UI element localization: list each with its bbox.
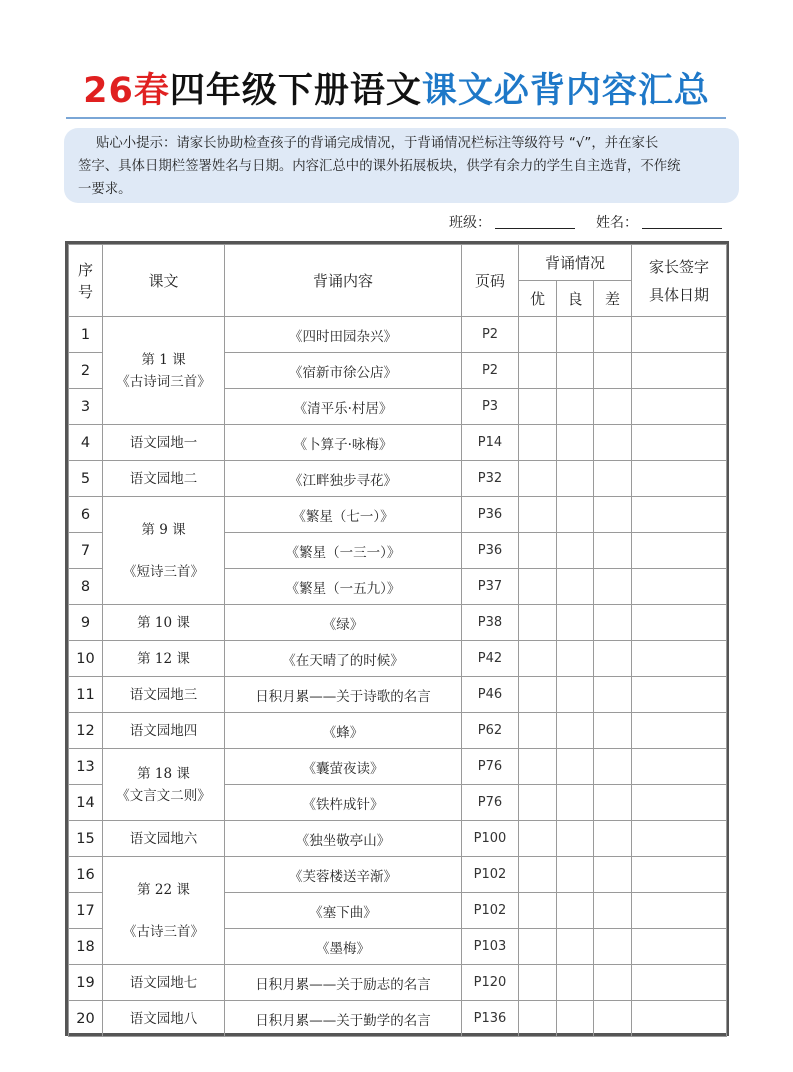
tip-line-1: 贴心小提示：请家长协助检查孩子的背诵完成情况，于背诵情况栏标注等级符号 “√”，并在家长	[96, 136, 659, 151]
lesson-line: 语文园地八	[129, 1010, 198, 1027]
grade-poor-cell[interactable]	[594, 893, 632, 929]
recite-content: 《四时田园杂兴》	[225, 317, 462, 353]
grade-excellent-cell[interactable]	[519, 605, 557, 641]
parent-sign-cell[interactable]	[632, 965, 727, 1001]
grade-excellent-cell[interactable]	[519, 749, 557, 785]
lesson-cell	[103, 605, 225, 641]
lesson-line: 语文园地二	[129, 470, 198, 487]
class-field[interactable]	[449, 212, 575, 232]
name-label: 姓名：	[596, 215, 638, 231]
grade-excellent-cell[interactable]	[519, 569, 557, 605]
grade-poor-cell[interactable]	[594, 857, 632, 893]
parent-sign-cell[interactable]	[632, 893, 727, 929]
parent-sign-cell[interactable]	[632, 1001, 727, 1037]
recite-content: 《蜂》	[225, 713, 462, 749]
tip-box	[64, 128, 739, 203]
lesson-line: 《古诗词三首》	[116, 373, 211, 390]
recite-content: 《繁星（一五九）》	[225, 569, 462, 605]
page-number: P76	[462, 749, 519, 785]
parent-sign-cell[interactable]	[632, 353, 727, 389]
title-topic: 课文必背内容汇总	[421, 71, 710, 111]
lesson-line: 第 18 课	[137, 765, 190, 782]
header-grade-poor: 差	[594, 281, 632, 317]
grade-poor-cell[interactable]	[594, 1001, 632, 1037]
lesson-cell	[103, 965, 225, 1001]
lesson-line: 《文言文二则》	[116, 787, 211, 804]
lesson-line: 《短诗三首》	[123, 563, 204, 580]
parent-sign-cell[interactable]	[632, 749, 727, 785]
row-number: 20	[69, 1001, 103, 1037]
parent-sign-cell[interactable]	[632, 677, 727, 713]
row-number: 6	[69, 497, 103, 533]
page-number: P3	[462, 389, 519, 425]
header-seq: 序 号	[69, 245, 103, 317]
grade-excellent-cell[interactable]	[519, 893, 557, 929]
grade-excellent-cell[interactable]	[519, 785, 557, 821]
recite-content: 《江畔独步寻花》	[225, 461, 462, 497]
row-number: 7	[69, 533, 103, 569]
header-page: 页码	[462, 245, 519, 317]
page-number: P46	[462, 677, 519, 713]
name-blank[interactable]	[642, 228, 722, 229]
grade-good-cell[interactable]	[557, 965, 594, 1001]
lesson-cell	[103, 821, 225, 857]
lesson-cell	[103, 461, 225, 497]
recite-content: 《清平乐·村居》	[225, 389, 462, 425]
page-number: P2	[462, 353, 519, 389]
grade-good-cell[interactable]	[557, 353, 594, 389]
lesson-line: 语文园地三	[129, 686, 198, 703]
grade-poor-cell[interactable]	[594, 389, 632, 425]
grade-poor-cell[interactable]	[594, 641, 632, 677]
grade-excellent-cell[interactable]	[519, 1001, 557, 1037]
page-number: P102	[462, 857, 519, 893]
tip-line-3: 一要求。	[78, 182, 132, 197]
parent-sign-cell[interactable]	[632, 641, 727, 677]
page-number: P120	[462, 965, 519, 1001]
recite-content: 《繁星（七一）》	[225, 497, 462, 533]
parent-sign-cell[interactable]	[632, 713, 727, 749]
lesson-cell	[103, 857, 225, 965]
page-number: P62	[462, 713, 519, 749]
grade-excellent-cell[interactable]	[519, 929, 557, 965]
grade-poor-cell[interactable]	[594, 353, 632, 389]
lesson-cell	[103, 749, 225, 821]
parent-sign-cell[interactable]	[632, 317, 727, 353]
grade-good-cell[interactable]	[557, 497, 594, 533]
parent-sign-cell[interactable]	[632, 497, 727, 533]
grade-good-cell[interactable]	[557, 857, 594, 893]
row-number: 3	[69, 389, 103, 425]
grade-excellent-cell[interactable]	[519, 353, 557, 389]
header-lesson: 课文	[103, 245, 225, 317]
parent-sign-cell[interactable]	[632, 389, 727, 425]
recite-content: 日积月累——关于勤学的名言	[225, 1001, 462, 1037]
table-row	[69, 461, 727, 497]
grade-poor-cell[interactable]	[594, 461, 632, 497]
table-row	[69, 605, 727, 641]
grade-excellent-cell[interactable]	[519, 317, 557, 353]
class-blank[interactable]	[495, 228, 575, 229]
grade-poor-cell[interactable]	[594, 929, 632, 965]
lesson-line: 语文园地七	[129, 974, 198, 991]
grade-good-cell[interactable]	[557, 425, 594, 461]
recite-content: 日积月累——关于诗歌的名言	[225, 677, 462, 713]
page-number: P36	[462, 533, 519, 569]
page-number: P32	[462, 461, 519, 497]
row-number: 12	[69, 713, 103, 749]
lesson-line: 第 10 课	[137, 614, 190, 631]
lesson-cell	[103, 713, 225, 749]
table-row	[69, 425, 727, 461]
table-row	[69, 317, 727, 353]
lesson-cell	[103, 677, 225, 713]
header-content: 背诵内容	[225, 245, 462, 317]
grade-poor-cell[interactable]	[594, 965, 632, 1001]
grade-excellent-cell[interactable]	[519, 713, 557, 749]
tip-line-2: 签字、具体日期栏签署姓名与日期。内容汇总中的课外拓展板块，供学有余力的学生自主选背，不作统	[78, 159, 681, 174]
recite-content: 《宿新市徐公店》	[225, 353, 462, 389]
grade-excellent-cell[interactable]	[519, 857, 557, 893]
row-number: 5	[69, 461, 103, 497]
grade-excellent-cell[interactable]	[519, 425, 557, 461]
header-sign: 家长签字 具体日期	[632, 245, 727, 317]
grade-good-cell[interactable]	[557, 821, 594, 857]
row-number: 2	[69, 353, 103, 389]
grade-poor-cell[interactable]	[594, 497, 632, 533]
table-row	[69, 713, 727, 749]
lesson-cell	[103, 425, 225, 461]
row-number: 17	[69, 893, 103, 929]
recitation-table	[65, 241, 729, 1036]
parent-sign-cell[interactable]	[632, 821, 727, 857]
page-number: P136	[462, 1001, 519, 1037]
table-row	[69, 965, 727, 1001]
recite-content: 《囊萤夜读》	[225, 749, 462, 785]
lesson-line: 第 12 课	[137, 650, 190, 667]
grade-good-cell[interactable]	[557, 785, 594, 821]
table-row	[69, 821, 727, 857]
grade-good-cell[interactable]	[557, 749, 594, 785]
parent-sign-cell[interactable]	[632, 461, 727, 497]
parent-sign-cell[interactable]	[632, 929, 727, 965]
lesson-cell	[103, 641, 225, 677]
row-number: 14	[69, 785, 103, 821]
page-number: P103	[462, 929, 519, 965]
parent-sign-cell[interactable]	[632, 425, 727, 461]
row-number: 15	[69, 821, 103, 857]
lesson-line: 第 9 课	[141, 521, 186, 538]
grade-poor-cell[interactable]	[594, 605, 632, 641]
header-grade-excellent: 优	[519, 281, 557, 317]
lesson-line: 语文园地一	[129, 434, 198, 451]
lesson-line: 语文园地六	[129, 830, 198, 847]
grade-good-cell[interactable]	[557, 569, 594, 605]
grade-good-cell[interactable]	[557, 929, 594, 965]
table-row	[69, 677, 727, 713]
parent-sign-cell[interactable]	[632, 605, 727, 641]
recite-content: 《独坐敬亭山》	[225, 821, 462, 857]
recite-content: 《绿》	[225, 605, 462, 641]
page-number: P36	[462, 497, 519, 533]
grade-excellent-cell[interactable]	[519, 497, 557, 533]
parent-sign-cell[interactable]	[632, 785, 727, 821]
grade-excellent-cell[interactable]	[519, 461, 557, 497]
lesson-line: 《古诗三首》	[123, 923, 204, 940]
grade-good-cell[interactable]	[557, 1001, 594, 1037]
grade-excellent-cell[interactable]	[519, 389, 557, 425]
grade-good-cell[interactable]	[557, 389, 594, 425]
grade-good-cell[interactable]	[557, 893, 594, 929]
page-number: P2	[462, 317, 519, 353]
grade-poor-cell[interactable]	[594, 713, 632, 749]
page-number: P102	[462, 893, 519, 929]
recite-content: 《在天晴了的时候》	[225, 641, 462, 677]
recite-content: 《墨梅》	[225, 929, 462, 965]
grade-good-cell[interactable]	[557, 713, 594, 749]
recite-content: 《卜算子·咏梅》	[225, 425, 462, 461]
lesson-cell	[103, 1001, 225, 1037]
row-number: 4	[69, 425, 103, 461]
title-grade: 四年级下册语文	[169, 71, 422, 111]
parent-sign-cell[interactable]	[632, 857, 727, 893]
grade-poor-cell[interactable]	[594, 821, 632, 857]
grade-good-cell[interactable]	[557, 605, 594, 641]
grade-excellent-cell[interactable]	[519, 677, 557, 713]
page-number: P37	[462, 569, 519, 605]
title-underline	[66, 117, 726, 119]
grade-excellent-cell[interactable]	[519, 965, 557, 1001]
row-number: 11	[69, 677, 103, 713]
row-number: 9	[69, 605, 103, 641]
table-row	[69, 497, 727, 533]
parent-sign-cell[interactable]	[632, 569, 727, 605]
lesson-line: 第 22 课	[137, 881, 190, 898]
row-number: 13	[69, 749, 103, 785]
grade-poor-cell[interactable]	[594, 785, 632, 821]
recite-content: 《铁杵成针》	[225, 785, 462, 821]
grade-poor-cell[interactable]	[594, 677, 632, 713]
parent-sign-cell[interactable]	[632, 533, 727, 569]
name-field[interactable]	[596, 212, 722, 232]
page-number: P100	[462, 821, 519, 857]
grade-poor-cell[interactable]	[594, 317, 632, 353]
recite-content: 《繁星（一三一）》	[225, 533, 462, 569]
header-recite: 背诵情况	[519, 245, 632, 281]
page-number: P42	[462, 641, 519, 677]
grade-good-cell[interactable]	[557, 677, 594, 713]
recite-content: 《塞下曲》	[225, 893, 462, 929]
lesson-cell	[103, 317, 225, 425]
grade-good-cell[interactable]	[557, 641, 594, 677]
row-number: 10	[69, 641, 103, 677]
page-number: P76	[462, 785, 519, 821]
grade-poor-cell[interactable]	[594, 569, 632, 605]
lesson-cell	[103, 497, 225, 605]
table-row	[69, 749, 727, 785]
grade-poor-cell[interactable]	[594, 533, 632, 569]
page-number: P38	[462, 605, 519, 641]
header-row-1	[69, 245, 727, 281]
table-row	[69, 641, 727, 677]
recite-content: 日积月累——关于励志的名言	[225, 965, 462, 1001]
title-term: 26春	[83, 71, 170, 111]
lesson-line: 第 1 课	[141, 351, 186, 368]
grade-excellent-cell[interactable]	[519, 641, 557, 677]
row-number: 18	[69, 929, 103, 965]
header-grade-good: 良	[557, 281, 594, 317]
row-number: 19	[69, 965, 103, 1001]
row-number: 1	[69, 317, 103, 353]
row-number: 16	[69, 857, 103, 893]
lesson-line: 语文园地四	[129, 722, 198, 739]
table-row	[69, 1001, 727, 1037]
row-number: 8	[69, 569, 103, 605]
page-title	[0, 68, 793, 114]
grade-excellent-cell[interactable]	[519, 821, 557, 857]
recite-content: 《芙蓉楼送辛渐》	[225, 857, 462, 893]
class-label: 班级：	[449, 215, 491, 231]
grade-good-cell[interactable]	[557, 461, 594, 497]
table-row	[69, 857, 727, 893]
grade-good-cell[interactable]	[557, 533, 594, 569]
grade-good-cell[interactable]	[557, 317, 594, 353]
page-number: P14	[462, 425, 519, 461]
grade-excellent-cell[interactable]	[519, 533, 557, 569]
grade-poor-cell[interactable]	[594, 425, 632, 461]
grade-poor-cell[interactable]	[594, 749, 632, 785]
